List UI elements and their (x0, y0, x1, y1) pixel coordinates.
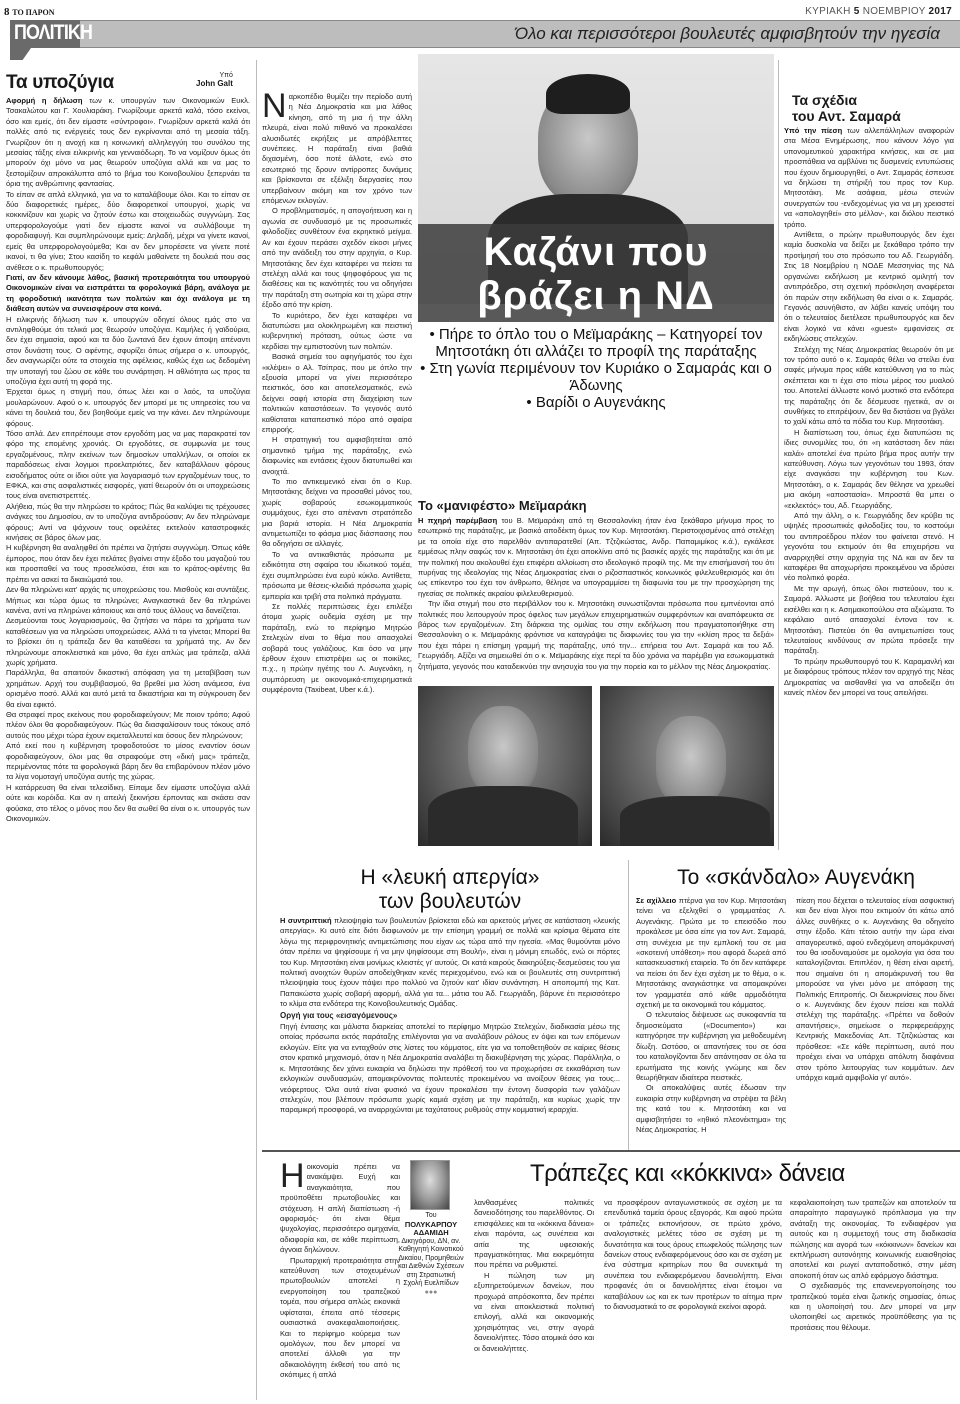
author-box: Του ΠΟΛΥΚΑΡΠΟΥ ΑΔΑΜΙΔΗ Δικηγόρου, ΔΝ, αν. Καθηγητή Κοινοτικού Δικαίου, Προμηθειών και Διεθνών Σχέσεων στη Στρατιωτική Σχολή Ευελπίδων ●●● (398, 1212, 464, 1296)
paragraph: Αφορμή η δήλωση των κ. υπουργών των Οικονομικών Ευκλ. Τσακαλώτου και Γ. Χουλιαράκη. Γνωρίζουμε αρκετά καλά, τόσο εκείνοι, όσο και εμείς, ότι δεν είμαστε «σύντροφοι». Γνωρίζουν αρκετά καλά ότι πολλές από τις ενέργειές τους δεν εγκρίνονται από τη μεσαία τάξη. Γνωρίζουν ότι η ανοχή και η κοινωνική αλληλεγγύη του συνόλου της μεσαίας τάξης είναι ειλικρινής και γενναιόδωρη. Το να νομίζουν όμως ότι μπορούν όχι μόνο να μας θεωρούν υποζύγια αλλά και να μας το ξεστομίζουν απροκάλυπτα από το βήμα του Κοινοβουλίου ξεπερνάει τα όρια της ανθρώπινης φαντασίας. (6, 96, 250, 189)
paragraph: πίεση που δέχεται ο τελευταίος είναι ασφυκτική και δεν είναι λίγοι που εκτιμούν ότι κάτω από άλλες συνθήκες ο κ. Αυγενάκης θα οδηγείτο στην έξοδο. Κάτι τέτοιο αυτήν την ώρα είναι απαγορευτικό, αφού ενδεχόμενη απομάκρυνσή του θα ισοδυναμούσε με ομολογία για όσα του καταλογίζονται. Επιπλέον, η θέση είναι αιρετή, που σημαίνει ότι η απομάκρυνσή του θα μπορούσε να γίνει μόνο με απόφαση της Πολιτικής Επιτροπής. Οι διευκρινίσεις που δίνει ο κ. Αυγενάκης δεν έχουν πείσει και πολλά στελέχη της παράταξης. «Πρέπει να δοθούν απαντήσεις», σημείωσε ο περιφερειάρχης Κεντρικής Μακεδονίας Απ. Τζιτζικώστας και πρόσθεσε: «Σε κάθε περίπτωση, αυτό που προέχει είναι να υπάρχει απόλυτη διαφάνεια στον τρόπο λειτουργίας των κομμάτων. Δεν υπάρχει καμιά αμφιβολία γι' αυτό». (796, 896, 954, 1082)
paragraph: Αντίθετα, ο πρώην πρωθυπουργός δεν έχει καμία δυσκολία να δείξει με ξεκάθαρο τρόπο την προτίμησή του στο πρόσωπο του Αδ. Γεωργιάδη. Στις 18 Νοεμβρίου η ΝΟΔΕ Μεσσηνίας της ΝΔ οργανώνει εκδήλωση με κεντρικό ομιλητή τον αντιπρόεδρο, στη σχετική πρόσκληση αναφέρεται ότι παρών στην εκδήλωση θα είναι ο κ. Σαμαράς. Γεγονός ασυνήθιστο, αν λάβει κανείς υπόψη του ότι ο τελευταίος διετέλεσε πρωθυπουργός και δεν είναι λογικό να κάνει «guest» εμφανίσεις σε εκδηλώσεις στελεχών. (784, 230, 954, 344)
paragraph: Πηγή έντασης και μάλιστα διαρκείας αποτελεί το περίφημο Μητρώο Στελεχών, διαδικασία μέσω της οποίας πρόσωπα εκτός παράταξης επιλέγονται για να αναλάβουν ρόλους εν όψει και των επόμενων εκλογών. Είτε για να ενταχθούν στις λίστες του κόμματος, είτε για να τοποθετηθούν σε καίριες θέσεις στον κρατικό μηχανισμό, όταν η Νέα Δημοκρατία αναλάβει τη διακυβέρνηση της χώρας. Παράλληλα, ο κ. Μητσοτάκης δεν χάνει ευκαιρία να δηλώσει την πρόθεσή του να προχωρήσει σε εκκαθάριση των εκλογικών συνδυασμών, απομακρύνοντας πολιτευτές προκειμένου να ανοίξουν θέσεις για τους... νεόφερτους. Όλα αυτά είναι φυσικό να έχουν προκαλέσει την έντονη δυσφορία των γαλάζιων στελεχών, που βλέπουν πρόσωπα χωρίς καμιά σχέση με την παράταξη, και κυρίως χωρίς την παραμικρή προσφορά, να αναρριχώνται με ταχύτατους ρυθμούς στην κομματική ιεραρχία. (280, 1022, 620, 1115)
portrait-face (656, 716, 726, 806)
paragraph: Σε αχίλλειο πτέρνα για τον Κυρ. Μητσοτάκη τείνει να εξελιχθεί ο γραμματέας Λ. Αυγενάκης. Πρώτα με το επεισόδιο που προκάλεσε με όσα είπε για τον Αντ. Σαμαρά, στη συνέχεια με την εμπλοκή του σε μια «σκοτεινή υπόθεση» που αφορά δωρεά από κατασκευαστική εταιρεία. Το ότι δεν κατάφερε να πείσει ότι δεν έχει σχέση με το θέμα, ο κ. Μητσοτάκης αναγκάστηκε να απομακρύνει τον γραμματέα από κάθε αρμοδιότητα σχετική με τα οικονομικά του κόμματος. (636, 896, 786, 1010)
paragraph: Η πχηρή παρέμβαση του Β. Μεϊμαράκη από τη Θεσσαλονίκη ήταν ένα ξεκάθαρο μήνυμα προς το εσωτερικό της παράταξης, με βασικό αποδέκτη όμως τον Κυρ. Μητσοτάκη. Περιστοιχισμένος από στελέχη με τα οποία είχε στο παρελθόν αντιπαρατεθεί (Απ. Τζτζικώστας, Ανδρ. Παπαμιμίκος κ.ά.), εγκάλεσε εμμέσως πλην σαφώς τον κ. Μητσοτάκη ότι έχει αποκλίνει από τις βασικές αρχές της παράταξης και ότι με την πολιτική που ακολουθεί έχει επιφέρει αλλοίωση στο ιδεολογικό προφίλ της. Με την επισήμανσή του ότι πυρήνας της ιδεολογίας της Νέας Δημοκρατίας είναι ο ριζοσπαστικός κοινωνικός φιλελευθερισμός και ότι ως επίκεντρο του έχει τον άνθρωπο, θέλησε να υπογραμμίσει τη διαφωνία του με την προσχώρηση της ηγεσίας σε πολιτικές ακραίου φιλελευθερισμού. (418, 516, 774, 598)
white-strike-body (280, 916, 620, 1148)
left-article-body (6, 96, 250, 1404)
bullet-item: • Βαρίδι ο Αυγενάκης (526, 394, 666, 411)
section-divider (262, 1150, 960, 1152)
page-header (0, 4, 960, 18)
paragraph: Δεσμεύονται τους λογαριασμούς, θα ζητήσει να πάρει τα χρήματα των καταθέσεων για να πληρώσει υποχρεώσεις. Αλλά τι τα γίνεται; Μπορεί θα το βρίσκει ότι η τράπεζα δεν θα καταθέσει τα χρήματά της. Αν δεν πληρώνουμε αποκλειστικά και μόνο, θα έχει απλώς μια τράπεζα, αλλά χωρίς χρήματα. (6, 616, 250, 667)
main-headline: Καζάνι που βράζει η ΝΔ (418, 224, 774, 322)
scandal-body-col2 (796, 896, 954, 1148)
paragraph: Η κυβέρνηση θα αναληφθεί ότι πρέπει να ζητήσει συγγνώμη. Όπως κάθε έμπορος, που όταν δεν έχει πελάτες βγαίνει στην έξοδο του μαγαζιού του και προσπαθεί να τους προσελκύσει, έτσι και το κράτος-αφέντης θα πρέπει να ασκεί τα δικαιώματά του. (6, 543, 250, 584)
byline: Υπό John Galt (196, 72, 233, 88)
manifesto-title: Το «μανιφέστο» Μεϊμαράκη (418, 498, 587, 513)
author-photo (410, 1160, 450, 1210)
column-divider (628, 860, 629, 1150)
paragraph: Ο σχεδιασμός της επανενεργοποίησης του τραπεζικού τομέα είναι ζωτικής σημασίας, όπως και η υλοποίησή του. Δεν μπορεί να μην υλοποιηθεί ως αιρετικός προϋπόθεσης για τις προτάσεις που θέλουμε. (790, 1281, 956, 1332)
banks-body-col2 (474, 1198, 594, 1398)
paragraph: Αλήθεια, πώς θα την πληρώσει το κράτος; Πώς θα καλύψει τις τρέχουσες ανάγκες του Δημοσίου, αν το υποζύγια αντιδρούσαν; Αν δεν πληρώναμε φόρους; Αντί να ψάχνουν τους οφειλέτες εκτελούν καταστροφικές κινήσεις σε βάρος όλων μας. (6, 501, 250, 543)
portrait-face (468, 706, 538, 796)
paragraph: Υπό την πίεση των αλλεπάλληλων αναφορών στα Μέσα Ενημέρωσης, που κάνουν λόγο για υπονομευτικού χαρακτήρα κινήσεις, και σε μια προσπάθεια να αμβλύνει τις δυσμενείς εντυπώσεις που έχουν δημιουργηθεί, ο Αντ. Σαμαράς έσπευσε να δηλώσει τη στήριξή του προς τον Κυρ. Μητσοτάκη. Με ασάφεια, μέσω στενών συνεργατών του -ενδεχομένως για να μη χρειαστεί να «απολογηθεί» στο μέλλον-, και διόλου πειστικό τρόπο. (784, 126, 954, 229)
paragraph: Γιατί, αν δεν κάνουμε λάθος, βασική προτεραιότητα του υπουργού Οικονομικών είναι να εισπράττει τα φορολογικά βάρη, ανάλογα με τη φοροδοτική ικανότητα των πολιτών και όχι ανάλογα με τη διάθεση αυτών να συνεισφέρουν στα κοινά. (6, 272, 250, 314)
photo-pair (418, 686, 774, 846)
paragraph: Ηοικονομία πρέπει να ανακάμψει. Ευχή και αναγκαιότητα, που προϋποθέτει πρωτοβουλίες και στόχευση. Η απλή διαπίστωση -ή αφορισμός- ότι είναι θέμα ψυχολογίας, περισσότερο αμηχανία, αδιαφορία και, σε κάθε περίπτωση, άγνοια δηλώνουν. (280, 1162, 400, 1255)
photo-samaras (418, 686, 592, 846)
paragraph: Θα στραφεί προς εκείνους που φοροδιαφεύγουν; Με ποιον τρόπο; Αφού πλέον όλοι θα φοροδιαφεύγουν. Πώς θα διασφαλίσουν τους τόκους από αυτούς που μέχρι τώρα έχουν εκμεταλλευτεί και όσους δεν πληρώνουν; (6, 709, 250, 740)
drop-cap: Η (280, 1162, 305, 1195)
portrait-hair (546, 74, 630, 114)
drop-cap: Ν (262, 92, 287, 125)
section-label: ΠΟΛΙΤΙΚΗ (14, 21, 93, 44)
right-article-title: Τα σχέδια του Αντ. Σαμαρά (792, 92, 901, 124)
paragraph: Το πρώην πρωθυπουργό του Κ. Καραμανλή και με διαφόρους τρόπους πλέον τον αρχηγό της Νέας Δημοκρατίας να αισθανθεί για να αποδείξει ότι κανείς πλέον δεν μπορεί να τους απειλήσει. (784, 656, 954, 697)
banks-body-col3 (604, 1198, 782, 1398)
paragraph: Με την αρωγή, όπως όλοι πιστεύουν, του κ. Σαμαρά. Άλλωστε με βοήθεια του τελευταίου έχει εισέλθει και η κ. Ασημακοπούλου στα αξιώματα. Το κεφάλαιο αυτό απασχολεί έντονα τον κ. Μητσοτάκη. Πιστεύει ότι θα αντιμετωπίσει τους τελευταίους κινδύνους αν πρώτα πρόσεξε την παράταξη. (784, 583, 954, 656)
paragraph: λανθασμένες πολιτικές δανειοδότησης του παρελθόντος. Οι επισφάλειες και τα «κόκκινα δάνεια» είναι παρόντα, ως συνέπεια και αιτία της υφεσιακής πραγματικότητας. Μια εκκρεμότητα που πρέπει να ρυθμιστεί. (474, 1198, 594, 1270)
page-number: 8 ΤΟ ΠΑΡΟΝ (4, 6, 55, 18)
paragraph: Τόσο απλά. Δεν επιτρέπουμε στον εργοδότη μας να μας παρακρατεί τον φόρο της επομένης χρονιάς. Οι εργοδότες, σε συμφωνία με τους εργαζομένους, πλην εκείνων των δημοσίων υπαλλήλων, οι οποίοι εκ παραδόσεως είναι λογιμοι προελατριότες, δεν καταβάλλουν φόρους εισοδήματος ούτε οι ίδιοι ούτε για λογαριασμό των εργαζομένων τους, το ΕΦΚΑ, και στις ασφαλιστικές εισφορές, γιατί θεωρούν ότι οι υποχρεώσεις τους είναι ανεπιστρεπτές. (6, 429, 250, 501)
right-article-body (784, 126, 954, 854)
column-divider (256, 60, 257, 1400)
scandal-title: Το «σκάνδαλο» Αυγενάκη (677, 866, 915, 889)
paragraph: Η ειλικρινής δήλωση των κ. υπουργών οδηγεί όλους εμάς στο να αντιληφθούμε ότι τελικά μας θεωρούν υποζύγια. Καμήλες ή γαϊδούρια, δεν έχει σημασία, αφού και τα δύο ζωντανά δεν έχουν άποψη απέναντι στον δυνάστη τους. Ο αφέντης, σφυρίζει όπως σήμερα ο κ. υπουργός, δεν αναγνωρίζει ούτε τα στοιχεία της αφέλειας, καθώς έχει ως δεδομένη την υποταγή του ζώου σε κάθε του συνάρτηση. Η αθλιότητα ως προς τα υποζύγια έχει αυτή τη φορά της. (6, 314, 250, 386)
paragraph: Από εκεί που η κυβέρνηση τροφοδοτούσε το μίσος εναντίον όσων φοροδιαφεύγουν, όλοι μας θα στραφούμε στη «δική μας» τράπεζα, περιμένοντας πότε τα φορολογικά βάρη δεν θα επιβαρύνουν πλέον μόνο τα λίγα νομοταγή υποζύγια αυτής της χώρας. (6, 741, 250, 782)
paragraph: Η στρατηγική του αμφισβητείται από σημαντικό τμήμα της παράταξης, ενώ διαφωνίες και εντάσεις έχουν διατυπωθεί και ανοιχτά. (262, 435, 412, 476)
paragraph: Η κατάρρευση θα είναι τελεσίδικη. Είπαμε δεν είμαστε υποζύγια αλλά ούτε και κορόιδα. Και αν η απειλή ξεκινήσει έρποντας και σκάσει σαν φούσκα, στο τέλος ο μόνος που δεν θα σωθεί θα είναι ο κ. υπουργός των Οικονομικών. (6, 782, 250, 824)
column-divider (778, 60, 779, 850)
paragraph: Από την άλλη, ο κ. Γεωργιάδης δεν κρύβει τις υψηλές προσωπικές φιλοδοξίες του, το κοστούμι του αντιπροέδρου πλέον του φαίνεται στενό. Η γεγονότα του εκτιμούν ότι θα επιχειρήσει να αναρριχηθεί στην αρχηγία της ΝΔ και αν δεν τα καταφέρει θα αποχωρήσει προκειμένου να ιδρύσει νέο πολιτικό φορέα. (784, 511, 954, 583)
scandal-body-col1 (636, 896, 786, 1148)
paragraph: Η πώληση των μη εξυπηρετούμενων δανείων, που προχωρά απρόσκοπτα, δεν πρέπει να είναι αποκλειστικά πολιτική επιλογή, αλλά και οικονομικής χρησιμότητας νει, στην αγορά δανειολήπτες. Τόσο ατομικά όσο και οι δανειολήπτες. (474, 1270, 594, 1353)
paragraph: Έρχεται όμως η στιγμή που, όπως λέει και ο λαός, τα υποζύγια μουλαρώνουν. Αφού ο κ. υπουργός δεν μπορεί με τις υπηρεσίες του να κάνει τη δουλειά του, δεν βοηθούμε εμείς να την κάνει. Δεν πληρώνουμε φόρους. (6, 387, 250, 428)
headline-bullets (418, 326, 774, 411)
paragraph: Το να αντικαθιστάς πρόσωπα με ειδικότητα στη σφαίρα του ιδιωτικού τομέα, έχει συμπληρώσει ένα ευρύ κύκλο. Αντίθετα, πρόσωπα με θέσεις-κλειδιά πρόσωπα χωρίς εμπειρία και τριβή στα πολιτικά πράγματα. (262, 549, 412, 601)
paragraph: Σε πολλές περιπτώσεις έχει επιλέξει άτομα χωρίς ουδεμία σχέση με την παράταξη, ενώ το περίφημο Μητρώο Στελεχών είναι το θέμα που απασχολεί σοβαρά τους γαλάζιους. Και όσο να μην έρθουν έχουν επιστρέψει ως οι ποικίλες, π.χ., η πρώην ηγέτης του Λ. Αυγενάκη, η συμπόρευση με οικονομικά-επιχειρηματικά συμφέροντα (Taxibeat, Uber κ.ά.). (262, 601, 412, 695)
center-column-body (262, 92, 412, 844)
paragraph: Το πιο αντικειμενικό είναι ότι ο Κυρ. Μητσοτάκης δείχνει να προσαθεί μόνος του, χωρίς σοβαρούς εσωκομματικούς συμμάχους, έχει στο απέναντι στρατόπεδο μια βαριά ιστορία. Η Νέα Δημοκρατία αντιμετωπίζει το φάσμα μιας διάσπασης που θα οδηγήσει σε αλλαγές. (262, 477, 412, 549)
banks-body-col4 (790, 1198, 956, 1398)
bullet-item: • Στη γωνία περιμένουν τον Κυριάκο ο Σαμαράς και ο Άδωνης (420, 360, 772, 394)
paragraph: Στελέχη της Νέας Δημοκρατίας θεωρούν ότι με τον τρόπο αυτό ο κ. Σαμαράς θέλει να στείλει ένα σαφές μήνυμα προς κάθε κατεύθυνση για το πώς σκέπτεται και τι έχει στο πίσω μέρος του μυαλού του. Αποτελεί άλλωστε κοινό μυστικό στα ενδότερα της παράταξης ότι δε δέσμευσε ηγετικά, αν οι συνθήκες το επιτρέψουν, δεν θα διστάσει να βγάλει το χαλί κάτω από τα πόδια του Κυρ. Μητσοτάκη. (784, 344, 954, 427)
paragraph: Δεν θα πληρώνει κατ' αρχάς τις υποχρεώσεις του. Μισθούς και συντάξεις. Μήπως και τώρα όμως τα πληρώνει; Αναγκαστικά δεν θα πληρώνει κανένα, αντί να πληρώνει κάποιους και από τους άλλους να δανείζεται. (6, 585, 250, 615)
paragraph: Το είπαν σε απλά ελληνικά, για να το καταλάβουμε όλοι. Και το είπαν σε δύο διαφορετικές ημέρες, δύο διαφορετικοί υπουργοί, χωρίς να κοκκινίζουν και χωρίς να ζητούν έστω και στοιχειωδώς συγγνώμη. Σας υπερφορολογούμε γιατί δεν είμαστε ικανοί να συλλάβουμε τη φοροδιαφυγή. Και συμπληρώνουμε εμείς: Δηλαδή, μέχρι να γίνετε ικανοί, εμείς θα υπερφορολογούμεθα; Και αν δεν μπορέσετε να γίνετε ποτέ ικανοί, τι θα γίνει; Στου κασίδη το κεφάλι μαθαίνετε τη δουλειά που σας ανέθεσε ο κ. πρωθυπουργός; (6, 189, 250, 272)
paragraph: Ο προβληματισμός, η απογοήτευση και η αγωνία σε συνδυασμό με τις προσωπικές φιλοδοξίες συνθέτουν ένα εκρηκτικό μείγμα. Αν και έχουν περάσει σχεδόν είκοσι μήνες από την ανάδειξη του στην αρχηγία, ο Κυρ. Μητσοτάκης δεν έχει καταφέρει να πείσει τα στελέχη αλλά και τους ψηφοφόρους για τις διαθέσεις και τις ικανότητές του να οδηγήσει την παράταξη στη σωτηρία και τη χώρα στην έξοδο από την κρίση. (262, 206, 412, 310)
paragraph: Η συντριπτική πλειοψηφία των βουλευτών βρίσκεται εδώ και αρκετούς μήνες σε κατάσταση «λευκής απεργίας». Κι αυτό είτε διότι διαφωνούν με την επίσημη γραμμή σε πολλά και κρίσιμα θέματα είτε λόγω της περιφρονητικής αντιμετώπισης που είχαν ως τώρα από την ηγεσία. «Μας θυμούνται μόνο όταν πρέπει να ψηφίσουμε ή να μην ψηφίσουμε στη Βουλή», είναι η μόνιμη επωδός, ενώ οι πόρτες του Κυρ. Μητσοτάκη είναι μονίμως κλειστές γι' αυτούς. Οι κατά καιρούς διακηρύξεις-δεσμεύσεις του για πολιτική ανοιχτών θυρών αποδείχθηκαν κενές περιεχομένου, ενώ και οι βουλευτές στη συντριπτική πλειοψηφία τους έχουν πάψει προ πολλού να ζητούν κατ' ιδίαν συνάντηση. Η αποπομπή της Κατ. Παπακώστα χωρίς σοβαρή αφορμή, αλλά για τα... μάτια του Άδ. Γεωργιάδη, βάρυνε έτι περισσότερο το κλίμα στα ενδότερα της Κοινοβουλευτικής Ομάδας. (280, 916, 620, 1009)
paragraph: Η διαπίστωση του, όπως έχει διατυπώσει τις ίδιες συνομιλίες του, ότι «η κατάσταση δεν πάει καλά» αποτελεί ένα πρώτο βήμα προς αυτήν την κατεύθυνση. Λόγω των γεγονότων του 1993, όταν είχε αναγκάσει την κυβέρνηση του Κων. Μητσοτάκη, ο κ. Σαμαράς δεν θέλησε να χρεωθεί μια ακόμη «αποστασία». Μπροστά θα μπει ο «εκλεκτός» του, Αδ. Γεωργιάδης. (784, 427, 954, 510)
issue-date: ΚΥΡΙΑΚΗ 5 ΝΟΕΜΒΡΙΟΥ 2017 (805, 6, 952, 17)
banner-headline: Όλο και περισσότεροι βουλευτές αμφισβητούν την ηγεσία (514, 24, 940, 43)
portrait-suit (428, 786, 578, 846)
paragraph: Οι αποκαλύψεις αυτές έδωσαν την ευκαιρία στην κυβέρνηση να στρέψει τα βέλη της κατά του κ. Μητσοτάκη και να αμφισβητήσει το «ηθικό πλεονέκτημα» της Νέας Δημοκρατίας. Η (636, 1083, 786, 1134)
paragraph: να προσφέρουν ανταγωνιστικούς σε σχέση με τα επενδυτικά ταμεία όρους εξαγοράς. Και αφού πρώτα οι τράπεζες εκπονήσουν, σε πρώτο χρόνο, αναλογιστικές μελέτες τόσο σε σχέση με τη δυνατότητα και τους όρους επωφελούς πώλησης των δανείων στους ενδιαφερόμενους όσο και σε σχέση με ένα σύστημα κριτηρίων που θα συνεκτιμά τη συνέπεια του ενδιαφερόμενου δανειολήπτη. Είναι προφανές ότι οι δανειολήπτες είναι έτοιμοι να καταβάλουν ως και εκ των προτέρων το αίτημα πριν το διανυσματικά το σε φορολογικά εκείνοι αφορά. (604, 1198, 782, 1312)
manifesto-body (418, 516, 774, 684)
paragraph: Ο τελευταίος διέψευσε ως συκοφαντία τα δημοσιεύματα («Documento») και κατηγόρησε την κυβέρνηση για μεθοδευμένη δίωξη. Ωστόσο, οι απαντήσεις του σε όσα του καταλογίζονται δεν απάντησαν σε όλα τα ερωτήματα της κοινής γνώμης και δεν θεωρήθηκαν ιδιαίτερα πειστικές. (636, 1010, 786, 1082)
portrait-suit (620, 796, 770, 846)
paragraph: Την ίδια στιγμή που στο περιβάλλον του κ. Μητσοτάκη συνωστίζονται πρόσωπα που εμπνέονται από πολιτικές που λειτουργούν προς όφελος των μεγάλων επιχειρηματικών συμφερόντων και αναπόφευκτα σε βάρος των εργαζομένων. Στη διάρκεια της ομιλίας του στην εκδήλωση που πραγματοποιήθηκε στη Θεσσαλονίκη ο κ. Μεϊμαράκης φρόντισε να καταγράψει τις διαφωνίες του για την «κλίση προς τα δεξιά» που έχει πάρει η επίσημη γραμμή της παράταξης, υπό την... επήρεια του Αντ. Σαμαρά και του Άδ. Γεωργιάδη. Αξίζει να σημειωθεί ότι ο κ. Μεϊμαράκης είχε περί τα δύο χρόνια να παρέμβει για εσωκομματικά ζητήματα, γεγονός που καταδεικνύει την ανησυχία του για την πορεία και το μέλλον της Νέας Δημοκρατίας. (418, 599, 774, 671)
banks-body-col1 (280, 1162, 400, 1400)
paragraph: κεφαλαιοποίηση των τραπεζών και αποτελούν τα απαραίτητο παραγωγικό πρόπλασμα για την ανάταξη της οικονομίας. Το ενδιαφέρον για αυτούς και η συμμετοχή τους στη διαδικασία πώλησης και αγορά των «κόκκινων» δανείων και εκπλήρωση αυτονόητης κοινωνικής ευαισθησίας αποτελεί και ρωγεί ανταποδοτικό, στην μέση αποκοπή όταν ως απλό εφάρμογο διάστημα. (790, 1198, 956, 1280)
white-strike-title: Η «λευκή απεργία» των βουλευτών (360, 866, 540, 913)
paragraph: Το κυριότερο, δεν έχει καταφέρει να διατυπώσει μια ολοκληρωμένη και πειστική κυβερνητική πρόταση, ούτως ώστε να κερδίσει την εμπιστοσύνη των πολιτών. (262, 310, 412, 351)
photo-meimarakis (600, 686, 774, 846)
paragraph: Πρωταρχική προτεραιότητα στην κατεύθυνση των στοχευμένων πρωτοβουλιών αποτελεί η ενεργοποίηση του τραπεζικού τομέα, που σήμερα απλώς εικονικά υφίσταται, έπειτα από τέσσερις ουσιαστικά ανακεφαλαιοποιήσεις. Και το περίφημο κούρεμα των ομολόγων, που δεν μπορεί να αποτελεί άλλοθι για την αδικαιολόγητη έκθεσή του από τις σκόπιμες ή απλά (280, 1255, 400, 1380)
left-article-title: Τα υποζύγια (6, 72, 114, 93)
bullet-item: • Πήρε το όπλο του ο Μεϊμαράκης – Κατηγορεί τον Μητσοτάκη ότι αλλάζει το προφίλ της παράταξης (429, 326, 763, 360)
banks-title: Τράπεζες και «κόκκινα» δάνεια (530, 1160, 845, 1187)
paragraph: Ναρκοπέδιο θυμίζει την περίοδο αυτή η Νέα Δημοκρατία και μια λάθος κίνηση, από τη μια ή την άλλη πλευρά, είναι πολύ πιθανό να προκαλέσει αλυσιδωτές εκρήξεις με απρόβλεπτες συνέπειες. Η παράταξη είναι βαθιά διχασμένη, όσο ποτέ άλλοτε, ενώ στο εσωτερικό της δρουν αντίρροπες δυνάμεις και βρίσκονται σε εξέλιξη διεργασίες που υπερβαίνουν ακόμη και τον χρόνο των επόμενων εκλογών. (262, 92, 412, 206)
subheading: Οργή για τους «εισαγόμενους» (280, 1010, 398, 1020)
paragraph: Παράλληλα, θα απαιτούν δικαστική απόφαση για τη μεταβίβαση των χρημάτων. Αρχή του συμβιβασμού, θα βρεθεί μια λύση ανάμεσα, ένα ορισμένο ποσό. Αλλά και αυτό μετά τα δικαστήρια και τη σύγκρουση δεν θα είναι εφικτό. (6, 668, 250, 709)
paragraph: Βασικά σημεία του αφηγήματός του έχει «κλέψει» ο Αλ. Τσίπρας, που με όπλο την εξουσία μπορεί να γίνει περισσότερο πειστικός, όσο και αποτελεσματικός, ενώ δείχνει σαφή ιστορία στη διαχείριση των πολιτικών καταστάσεων. Το γεγονός αυτό καθίσταται καταπειστικό πόρο από σφαίρα επιρροής. (262, 352, 412, 434)
